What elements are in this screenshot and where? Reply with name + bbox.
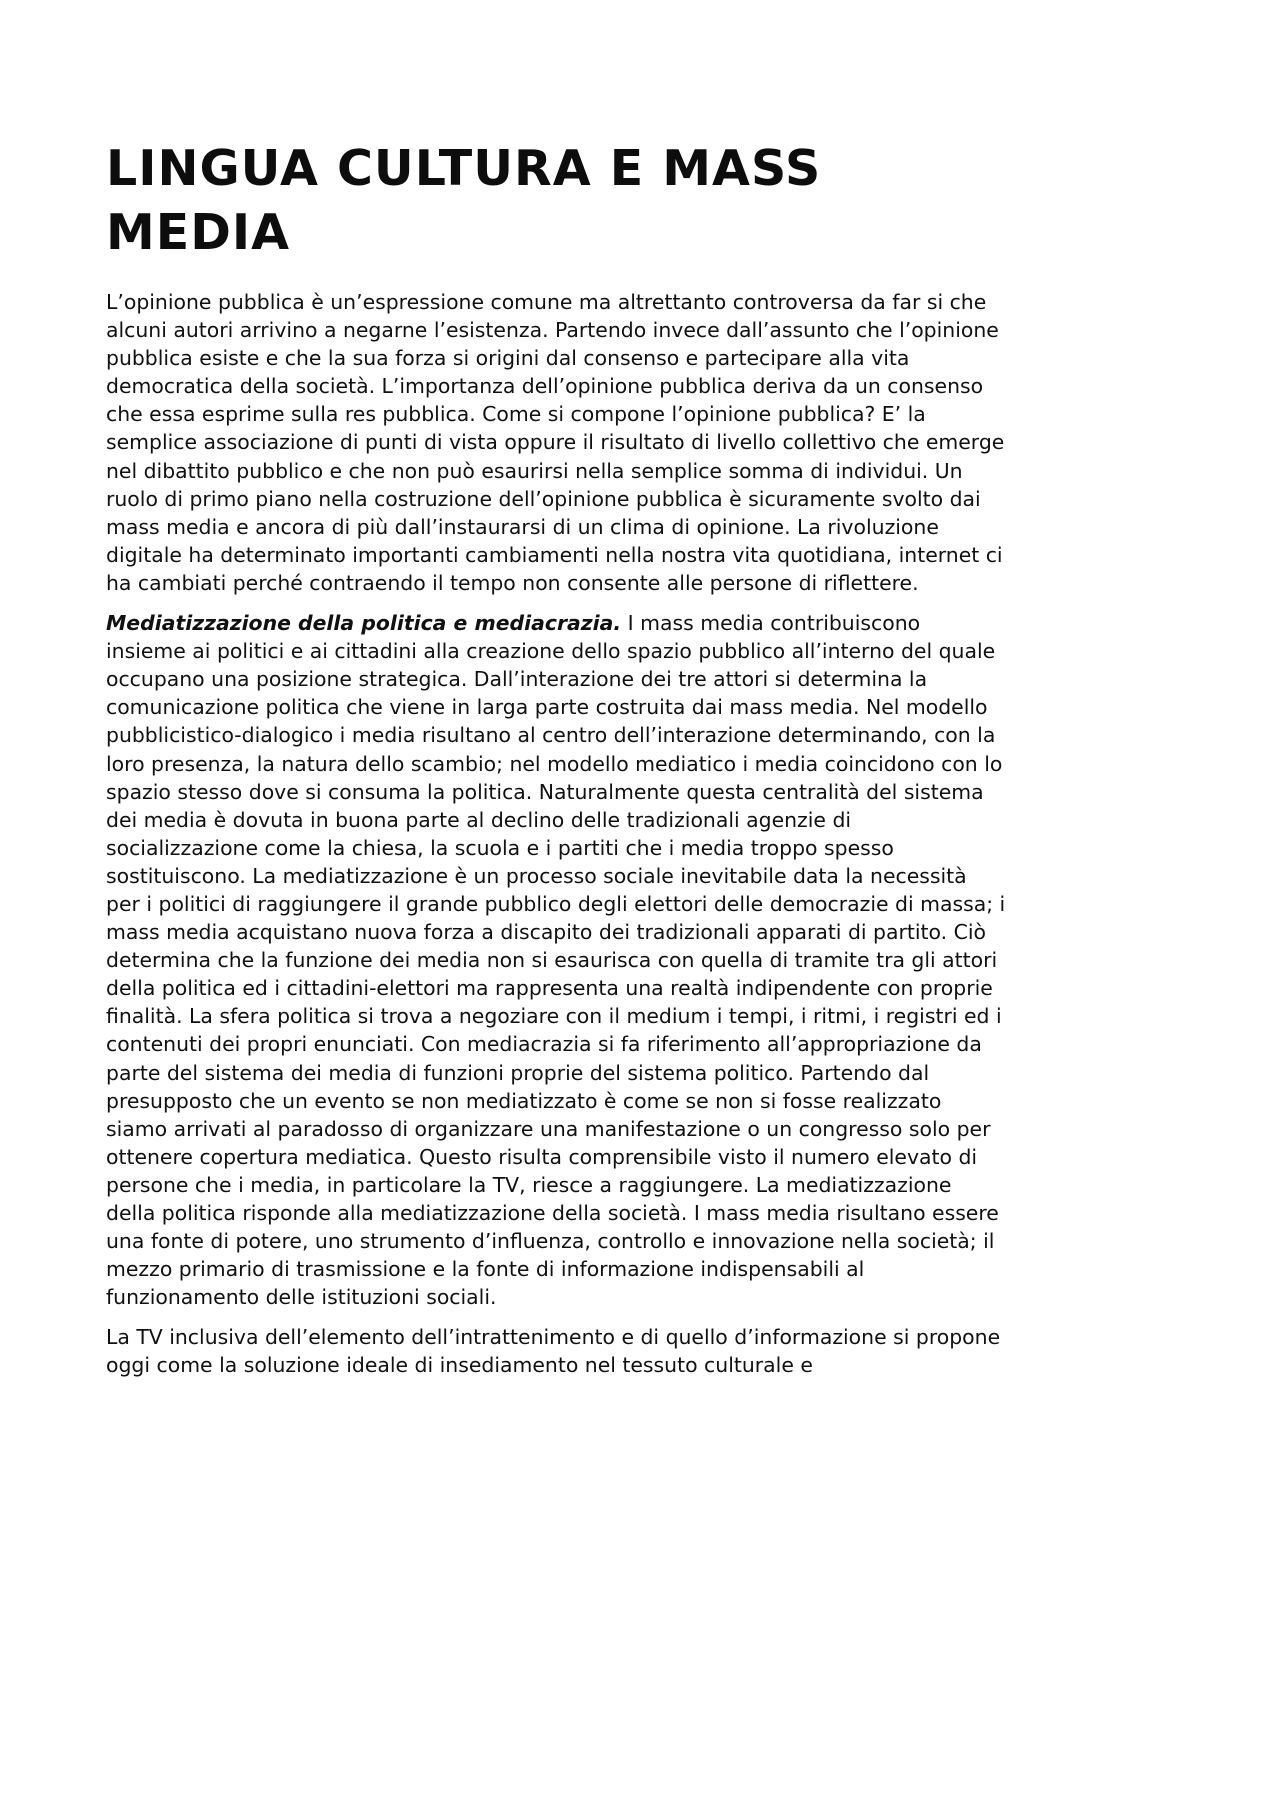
document-page xyxy=(106,137,1006,1392)
paragraph-text: L’opinione pubblica è un’espressione comune ma altrettanto controversa da far si che alcuni autori arrivino a negarne l’esistenza. Partendo invece dall’assunto che l’opinione pubblica esiste e che la sua forza si origini dal consenso e partecipare alla vita democratica della società. L’importanza dell’opinione pubblica deriva da un consenso che essa esprime sulla res pubblica. Come si compone l’opinione pubblica? E’ la semplice associazione di punti di vista oppure il risultato di livello collettivo che emerge nel dibattito pubblico e che non può esaurirsi nella semplice somma di individui. Un ruolo di primo piano nella costruzione dell’opinione pubblica è sicuramente svolto dai mass media e ancora di più dall’instaurarsi di un clima di opinione. La rivoluzione digitale ha determinato importanti cambiamenti nella nostra vita quotidiana, internet ci ha cambiati perché contraendo il tempo non consente alle persone di riflettere. xyxy=(106,290,1005,595)
paragraph-tv-inclusiva xyxy=(106,1323,1006,1379)
paragraph-text: I mass media contribuiscono insieme ai politici e ai cittadini alla creazione dello spazio pubblico all’interno del quale occupano una posizione strategica. Dall’interazione dei tre attori si determina la comunicazione politica che viene in larga parte costruita dai mass media. Nel modello pubblicistico-dialogico i media risultano al centro dell’interazione determinando, con la loro presenza, la natura dello scambio; nel modello mediatico i media coincidono con lo spazio stesso dove si consuma la politica. Naturalmente questa centralità del sistema dei media è dovuta in buona parte al declino delle tradizionali agenzie di socializzazione come la chiesa, la scuola e i partiti che i media troppo spesso sostituiscono. La mediatizzazione è un processo sociale inevitabile data la necessità per i politici di raggiungere il grande pubblico degli elettori delle democrazie di massa; i mass media acquistano nuova forza a discapito dei tradizionali apparati di partito. Ciò determina che la funzione dei media non si esaurisca con quella di tramite tra gli attori della politica ed i cittadini-elettori ma rappresenta una realtà indipendente con proprie finalità. La sfera politica si trova a negoziare con il medium i tempi, i ritmi, i registri ed i contenuti dei propri enunciati. Con mediacrazia si fa riferimento all’appropriazione da parte del sistema dei media di funzioni proprie del sistema politico. Partendo dal presupposto che un evento se non mediatizzato è come se non si fosse realizzato siamo arrivati al paradosso di organizzare una manifestazione o un congresso solo per ottenere copertura mediatica. Questo risulta comprensibile visto il numero elevato di persone che i media, in particolare la TV, riesce a raggiungere. La mediatizzazione della politica risponde alla mediatizzazione della società. I mass media risultano essere una fonte di potere, uno strumento d’influenza, controllo e innovazione nella società; il mezzo primario di trasmissione e la fonte di informazione indispensabili al funzionamento delle istituzioni sociali. xyxy=(106,611,1006,1310)
paragraph-opinione-pubblica xyxy=(106,288,1006,597)
paragraph-mediatizzazione xyxy=(106,609,1006,1311)
paragraph-text: La TV inclusiva dell’elemento dell’intrattenimento e di quello d’informazione si propone oggi come la soluzione ideale di insediamento nel tessuto culturale e xyxy=(106,1325,1001,1378)
paragraph-heading: Mediatizzazione della politica e mediacrazia. xyxy=(106,611,622,636)
document-title: LINGUA CULTURA E MASS MEDIA xyxy=(106,140,822,261)
